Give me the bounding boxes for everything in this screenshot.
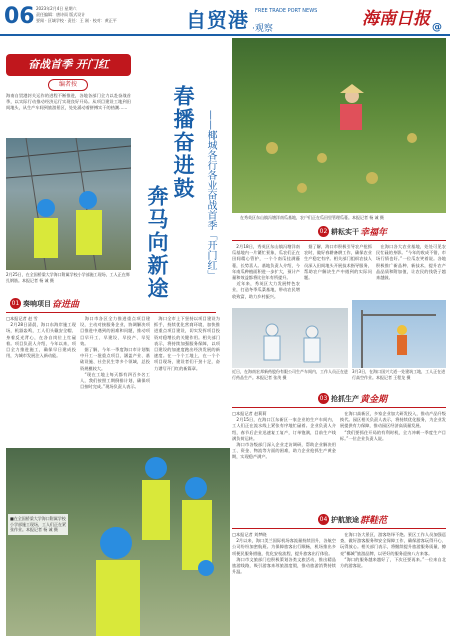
- section-01-body: □本报记者 赵 雪 2月28日清晨，海口东海岸施工现场，机器轰鸣，工人们头戴安全帽、身着反光背心，在各自岗位上忙碌着。项目负责人介绍，今年以来，项目全力推进施工，确保早日建成投用，为城市发展注入新动能。: [6, 316, 76, 359]
- section-sub: ·观察: [252, 24, 273, 34]
- headline-main-1: 春播奋进鼓: [171, 85, 196, 200]
- page-number: 06: [4, 4, 35, 29]
- section-02-body-3: 在海口各大农业基地，处处可见农民忙碌的身影。“今年的收成不错，市场行情也好。”一位瓜农笑着说。各地积极推广新品种、新技术，提升农产品品质和附加值，让农民的钱袋子越来越鼓。: [376, 244, 446, 281]
- section-01-body-3: 海口全市上下坚持以项目建设为抓手，持续优化营商环境，加快推进重点项目建设，切实发挥项目投资对稳增长的关键作用。相关部门表示，将持续加强服务保障，以项目建设的加速度跑出经济发展的新速度。在一个个工地上，在一个个项目现场，建设者们干劲十足，奋力谱写开门红的新篇章。: [154, 316, 220, 371]
- photo-construction-workers: [6, 138, 131, 270]
- paper-logo: 海南日报: [362, 9, 430, 29]
- section-01-body-2: 海口市各区全力推进重点项目建设，主动对接服务企业，协调解决项目推进中遇到的困难和问题，推动项目早开工、早建设、早投产、早见效。 据了解，今年一季度海口市计划集中开工一批重点项目，涵盖产业、基础设施、社会民生等多个领域，总投资规模较大。 “现在工地上每天都有四百多名工人，我们按照工期倒排计划，确保项目按时完成。”现场负责人表示。: [80, 316, 150, 390]
- photo-pumpkin-field: [232, 38, 446, 213]
- section-label: 抢抓生产: [331, 394, 359, 403]
- editor-note-tag: 编者按: [48, 79, 88, 91]
- section-emphasis: 奋进曲: [52, 300, 80, 310]
- section-03-body-2: 在海口高新区，多家企业加大研发投入，推动产品升级换代。园区相关负责人表示，将持续优化服务，为企业发展提供有力保障，推动园区经济高质量发展。 “我们要抓住开局的有利时机，全力冲刺一季度生产目标。”一位企业负责人说。: [340, 411, 446, 441]
- meta-line: 2023年2月4日 星期六: [36, 6, 77, 11]
- section-number: 04: [319, 516, 328, 523]
- photo-highrise-illustration: [352, 300, 446, 368]
- at-icon: @: [432, 22, 442, 33]
- meta-line: 责任编辑：唐诗雨 版式设计: [36, 12, 86, 17]
- section-emphasis: 黄金期: [360, 395, 388, 405]
- headline-sub: ——椰城各行各业奋战首季「开门红」: [205, 110, 216, 280]
- photo-pharma-illustration: [232, 308, 348, 368]
- editor-note: 海南自贸港封关运作的进程不断推进，各地各部门全力以赴奋战首季，以实际行动推动经济运行实现良好开局。从项目建设工地到田间地头，从生产车间到旅游景区，处处涌动着拼搏实干的热潮……: [6, 93, 131, 111]
- section-label: 护航旅途: [331, 515, 359, 524]
- section-en: FREE TRADE PORT NEWS: [255, 8, 318, 14]
- section-title: 自贸港: [186, 8, 249, 32]
- masthead-meta: [36, 6, 156, 24]
- headline-main-2: 奔马向新途: [145, 185, 170, 300]
- photo-highrise-work: [352, 300, 446, 368]
- section-label: 奏响项目: [23, 299, 51, 308]
- section-divider: [232, 407, 446, 408]
- section-number: 03: [319, 395, 328, 402]
- section-divider: [232, 528, 446, 529]
- photo-construction-illustration: [6, 138, 131, 270]
- section-01-heading: [10, 298, 79, 309]
- section-02-body: 2月18日，秀英区东山镇冯塘洋南瓜基地内一片繁忙景象，瓜农们正在田间精心管护，一个个南瓜挂满藤蔓，长势喜人。基地负责人介绍，今年南瓜种植面积进一步扩大，预计产量和效益都将比往年有所提升。 近年来，秀英区大力发展特色农业，打造冬季瓜菜基地，带动农民增收致富，助力乡村振兴。: [232, 244, 300, 299]
- photo-field-illustration: [232, 38, 446, 213]
- photo-pharma-workshop: [232, 308, 348, 368]
- section-02-body-2: 据了解，海口市积极引导农户抢抓农时，做好春耕备耕工作，确保农业生产稳定有序。相关部门组织农技人员深入田间地头开展技术指导服务，帮助农户解决生产中遇到的实际问题。: [304, 244, 372, 281]
- photo-mid-caption: 近日，在海南宏邦新药股份有限公司生产车间内，工作人员正在进行药品生产。本报记者 张茂 摄: [232, 369, 348, 380]
- section-emphasis: 群鞋范: [360, 516, 388, 526]
- section-04-body-2: 在海口各大景区，游客络绎不绝。景区工作人员加强巡查，做好游客服务和安全保障工作，确保游客玩得开心、玩得放心。相关部门表示，将继续提升旅游服务质量，擦亮“椰城”旅游品牌，以更好的服务迎接八方来客。 “海口的服务越来越好了，下次还要再来。”一位来自北方的游客说。: [340, 532, 446, 569]
- section-03-body: □本报记者 赵莉莉 2月15日，在海口江东新区一家企业的生产车间内，工人们正在流水线上紧张有序地忙碌着。企业负责人介绍，春节后企业迅速复工复产，订单饱满，目前生产线满负荷运转。 海口市各级部门深入企业走访调研，帮助企业解决用工、资金、物流等方面的困难，助力企业抢抓生产黄金期，实现稳产满产。: [232, 411, 336, 460]
- section-number: 01: [11, 300, 20, 307]
- column-banner-title: 奋战首季 开门红: [28, 58, 109, 71]
- section-emphasis: 幸福年: [360, 228, 388, 238]
- section-02-heading: [318, 226, 387, 237]
- section-03-heading: [318, 393, 387, 404]
- photo-left-caption: 2月25日，在全国桥梁大学海口附属学校小学部施工现场，工人正在绑扎钢筋。本报记者 杨 诚 摄: [6, 272, 130, 283]
- photo-bottom-workers: [6, 448, 230, 636]
- section-divider: [232, 240, 446, 241]
- photo-bottom-caption: ■在全国桥梁大学海口附属学校小学部施工现场，工人们正在紧张作业。本报记者 杨 诚 摄: [8, 514, 68, 535]
- meta-line: 要闻 · 区域学校 · 责任：王 刚 · 校对：黄正平: [36, 18, 117, 23]
- section-04-body: □本报记者 刘梦晓 2月以来，海口美兰国际机场客流量持续回升，各航空公司纷纷加密航班。为保障旅客出行顺畅，机场推出多项便民服务措施，优化安检流程，提升旅客出行体验。 海口市文旅部门也积极策划各类文旅活动，推出精品旅游线路，吸引游客来琼旅游度假，推动旅游消费持续升温。: [232, 532, 336, 575]
- photo-bottom-illustration: [6, 448, 230, 636]
- section-label: 耕耘实干: [331, 227, 359, 236]
- photo-top-caption: 在秀英区东山镇冯塘洋南瓜基地，农户们正在瓜田里管理瓜蔓。本报记者 杨 诚 摄: [240, 215, 384, 220]
- photo-mid2-caption: 3月3日，在海口国兴大道一处建筑工地，工人正在进行高空作业。本报记者 王程龙 摄: [352, 369, 446, 380]
- section-04-heading: [318, 514, 387, 525]
- section-number: 02: [319, 228, 328, 235]
